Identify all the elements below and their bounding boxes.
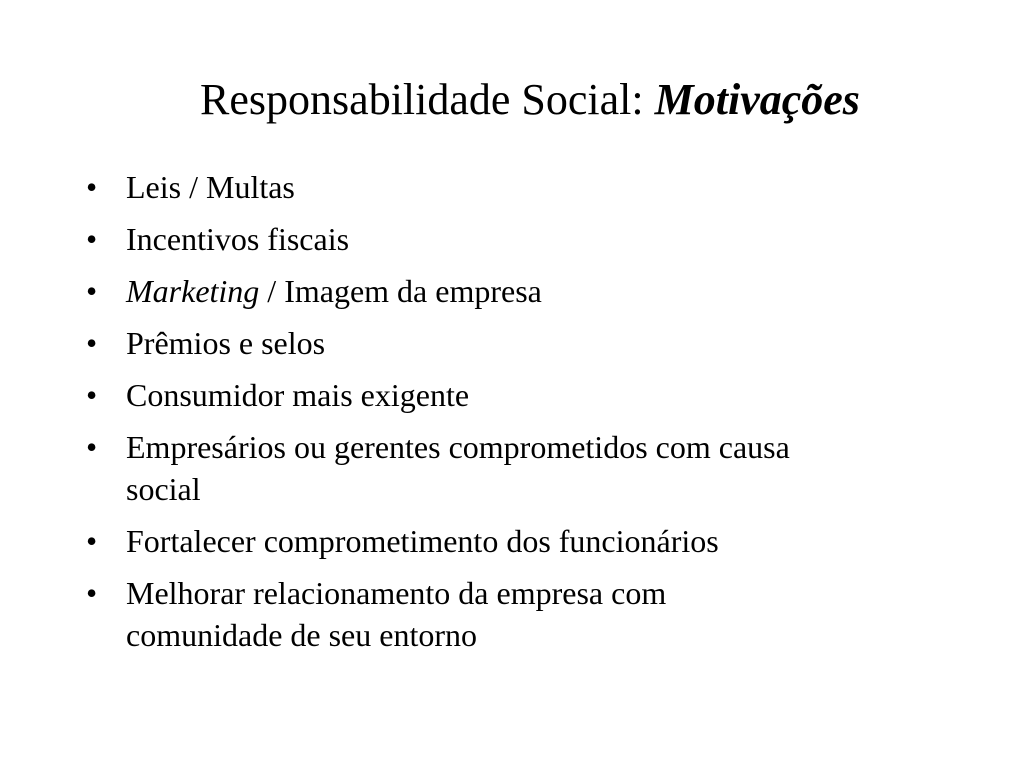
bullet-text: Incentivos fiscais xyxy=(126,221,350,257)
bullet-text: Melhorar relacionamento da empresa com comunidade de seu entorno xyxy=(126,575,667,653)
bullet-text: / Imagem da empresa xyxy=(259,273,542,309)
slide-title xyxy=(0,72,1024,128)
bullet-text: Prêmios e selos xyxy=(126,325,326,361)
bullet-item xyxy=(86,572,946,656)
bullet-dot-icon: • xyxy=(86,169,98,205)
bullet-item xyxy=(86,270,946,312)
bullet-dot-icon: • xyxy=(86,575,98,611)
bullet-item xyxy=(86,166,946,208)
bullet-item xyxy=(86,520,946,562)
bullet-text: Consumidor mais exigente xyxy=(126,377,470,413)
bullet-item xyxy=(86,374,946,416)
bullet-dot-icon: • xyxy=(86,377,98,413)
bullet-item xyxy=(86,426,946,510)
bullet-item xyxy=(86,322,946,364)
bullet-text: Empresários ou gerentes comprometidos com causa social xyxy=(126,429,790,507)
bullet-dot-icon: • xyxy=(86,429,98,465)
bullet-italic-text: Marketing xyxy=(126,273,260,309)
bullet-text: Leis / Multas xyxy=(126,169,295,205)
bullet-list xyxy=(86,166,946,666)
bullet-text: Fortalecer comprometimento dos funcionários xyxy=(126,523,719,559)
bullet-dot-icon: • xyxy=(86,273,98,309)
bullet-item xyxy=(86,218,946,260)
bullet-dot-icon: • xyxy=(86,523,98,559)
title-main-text: Responsabilidade Social: xyxy=(200,75,655,124)
bullet-dot-icon: • xyxy=(86,325,98,361)
bullet-dot-icon: • xyxy=(86,221,98,257)
bullet-text-mixed xyxy=(126,270,946,312)
title-emphasis-text: Motivações xyxy=(654,75,860,124)
